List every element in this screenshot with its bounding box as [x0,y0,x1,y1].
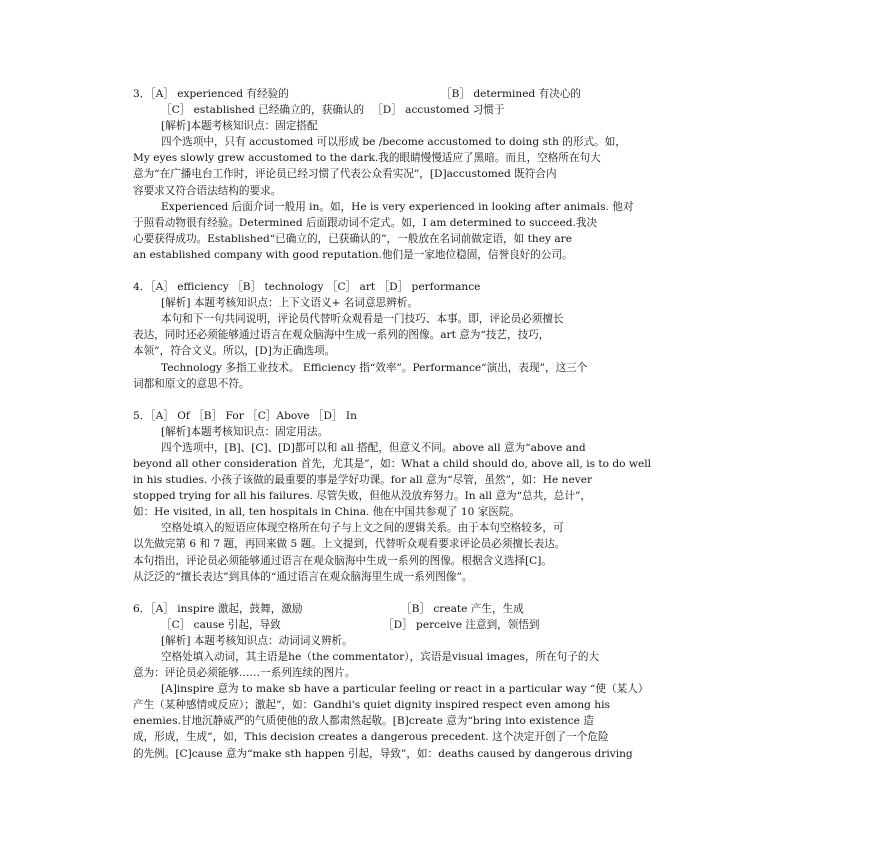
q4-analysis-heading: [解析] 本题考核知识点：上下文语义+ 名词意思辨析。 [161,297,418,310]
q5-p1-line: beyond all other consideration 首先，尤其是”，如：What a child should do, above all, is to do well [133,457,652,470]
q3-options-row2 [133,102,741,118]
document-body [133,86,741,762]
q3-p2-line: an established company with good reputation.他们是一家地位稳固，信誉良好的公司。 [133,248,573,261]
q6-option-d: ［D］ perceive 注意到，领悟到 [383,618,540,631]
q4-p1-line: 表达，同时还必须能够通过语言在观众脑海中生成一系列的图像。art 意为“技艺，技巧， [133,329,550,342]
q3-p1-line: 容要求又符合语法结构的要求。 [133,184,282,197]
q5-p1-line: in his studies. 小孩子该做的最重要的事是学好功课。for all 意为“尽管，虽然”，如：He never [133,474,593,487]
q5-p1-line: 四个选项中，[B]、[C]、[D]都可以和 all 搭配，但意义不同。above all 意为“above and [161,441,586,454]
q5-p2-line: 本句指出，评论员必须能够通过语言在观众脑海中生成一系列的图像。根据含义选择[C]。 [133,554,552,567]
q6-analysis-heading: [解析] 本题考核知识点：动词词义辨析。 [161,634,353,647]
q5-options: 5．［A］ Of ［B］ For ［C］Above ［D］ In [133,409,357,422]
q5-p1-line: stopped trying for all his failures. 尽管失败，但他从没放弃努力。In all 意为“总共，总计”， [133,490,591,503]
q6-p2-line: 的先例。[C]cause 意为“make sth happen 引起，导致”，如：deaths caused by dangerous driving [133,747,633,760]
q6-options-row1 [133,601,741,617]
q3-analysis-heading: [解析]本题考核知识点：固定搭配 [161,120,318,133]
q6-option-a: 6．［A］ inspire 激起，鼓舞，激励 [133,602,303,615]
q5-p2-line: 从泛泛的“擅长表达”到具体的“通过语言在观众脑海里生成一系列图像”。 [133,570,473,583]
q5-p1-line: 如：He visited, in all, ten hospitals in China. 他在中国共参观了 10 家医院。 [133,506,521,519]
q6-p2-line: 产生（某种感情或反应）；激起”，如：Gandhi's quiet dignity inspired respect even among his [133,699,610,712]
q6-p2-line: 成，形成，生成”，如，This decision creates a dangerous precedent. 这个决定开创了一个危险 [133,731,609,744]
q3-option-a: 3．［A］ experienced 有经验的 [133,88,289,100]
q5-p2-line: 空格处填入的短语应体现空格所在句子与上文之间的逻辑关系。由于本句空格较多，可 [161,522,564,535]
q4-options: 4．［A］ efficiency ［B］ technology ［C］ art ［D］ performance [133,281,481,294]
q3-option-c: ［C］ established 已经确立的，获确认的 [161,104,365,117]
q3-p1-line: 意为“在广播电台工作时，评论员已经习惯了代表公众看实况”，[D]accustomed 既符合内 [133,168,557,181]
q5-analysis-heading: [解析]本题考核知识点：固定用法。 [161,425,329,438]
q3-option-d: ［D］ accustomed 习惯于 [372,104,505,117]
q3-p2-line: 心要获得成功。Established“已确立的，已获确认的”，一般放在名词前做定语，如 they are [133,232,572,245]
q3-p1-line: 四个选项中，只有 accustomed 可以形成 be /become accustomed to doing sth 的形式。如， [161,136,626,149]
q3-p2-line: Experienced 后面介词一般用 in。如，He is very experienced in looking after animals. 他对 [161,200,634,213]
q3-p2-line: 于照看动物很有经验。Determined 后面跟动词不定式。如，I am determined to succeed.我决 [133,216,598,229]
q6-option-b: ［B］ create 产生，生成 [401,602,524,615]
q3-option-b: ［B］ determined 有决心的 [441,88,582,100]
q4-p2-line: 词都和原文的意思不符。 [133,377,250,390]
q4-p1-line: 本句和下一句共同说明，评论员代替听众观看是一门技巧、本事。即，评论员必须擅长 [161,313,564,326]
q3-p1-line: My eyes slowly grew accustomed to the dark.我的眼睛慢慢适应了黑暗。而且，空格所在句大 [133,152,601,165]
q6-p2-line: [A]inspire 意为 to make sb have a particular feeling or react in a particular way “使（某人） [161,683,649,696]
q6-p1-line: 空格处填入动词，其主语是he（the commentator），宾语是visual images，所在句子的大 [161,651,600,663]
q6-p1-line: 意为：评论员必须能够……一系列连续的图片。 [133,667,356,680]
q4-p2-line: Technology 多指工业技术。 Efficiency 指“效率”。Performance“演出，表现”，这三个 [161,361,588,374]
q6-option-c: ［C］ cause 引起，导致 [161,618,281,631]
q6-p2-line: enemies.甘地沉静威严的气质使他的敌人都肃然起敬。[B]create 意为“bring into existence 造 [133,715,594,728]
q3-options-row1 [133,86,741,102]
q4-p1-line: 本领”，符合文义。所以，[D]为正确选项。 [133,345,336,358]
q6-options-row2 [133,617,741,633]
q5-p2-line: 以先做完第 6 和 7 题，再回来做 5 题。上文提到，代替听众观看要求评论员必须擅长表达。 [133,538,566,551]
